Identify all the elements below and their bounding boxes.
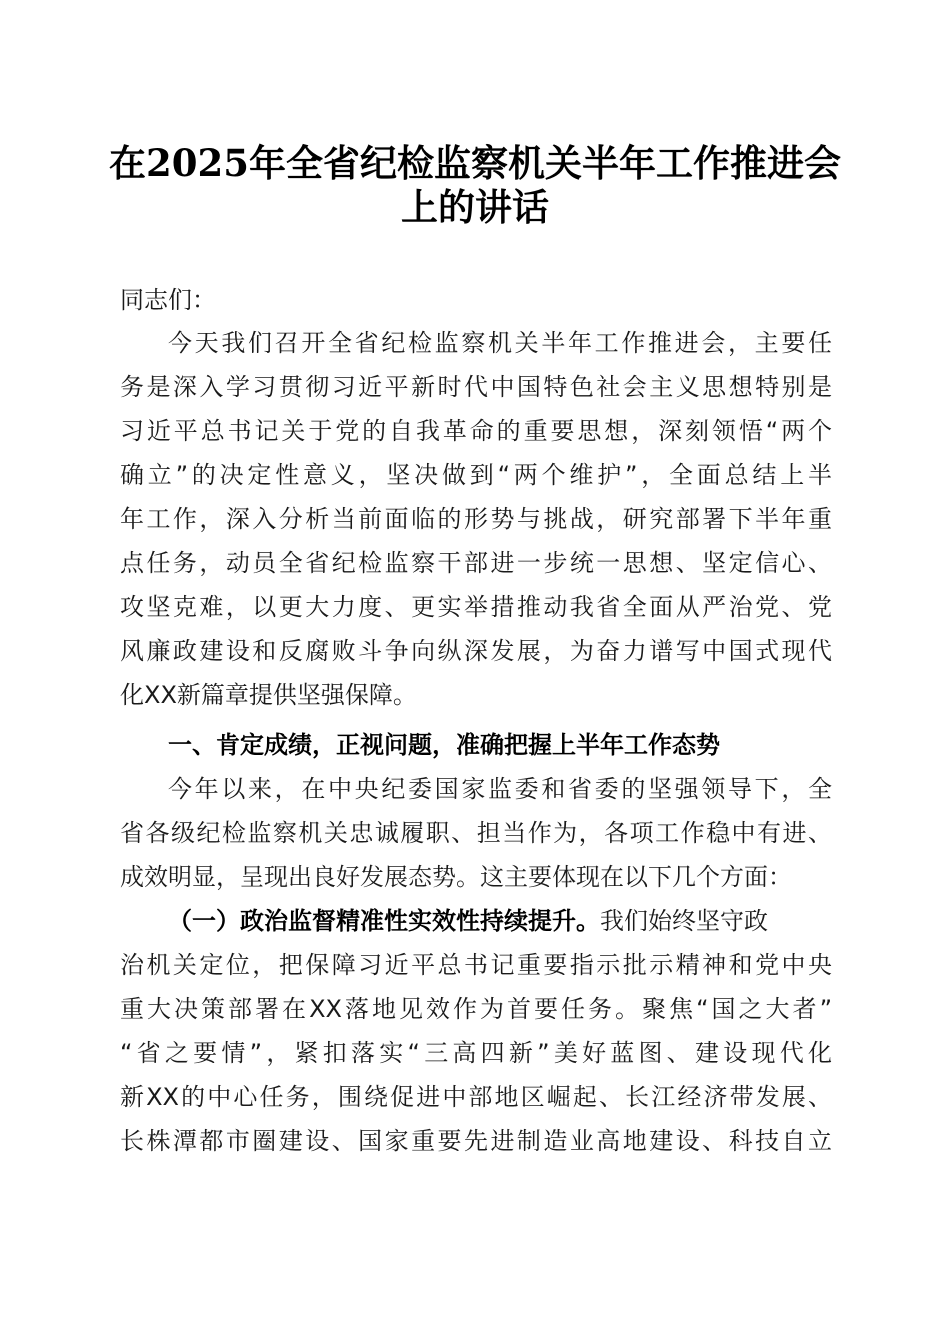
subsection-line: 新XX的中心任务，围绕促进中部地区崛起、长江经济带发展、 xyxy=(120,1083,832,1111)
section-line: 省各级纪检监察机关忠诚履职、担当作为，各项工作稳中有进、 xyxy=(120,819,832,847)
salutation: 同志们： xyxy=(120,286,216,314)
intro-line: 化XX新篇章提供坚强保障。 xyxy=(120,681,417,709)
subsection-line: 长株潭都市圈建设、国家重要先进制造业高地建设、科技自立 xyxy=(120,1127,832,1155)
intro-line: 习近平总书记关于党的自我革命的重要思想，深刻领悟“两个 xyxy=(120,417,832,445)
section-heading: 一、肯定成绩，正视问题，准确把握上半年工作态势 xyxy=(168,731,720,759)
document-title-line-2: 上的讲话 xyxy=(401,185,549,229)
subsection-line: 重大决策部署在XX落地见效作为首要任务。聚焦“国之大者” xyxy=(120,995,832,1023)
section-line: 成效明显，呈现出良好发展态势。这主要体现在以下几个方面： xyxy=(120,863,792,891)
intro-line: 确立”的决定性意义，坚决做到“两个维护”，全面总结上半 xyxy=(120,461,832,489)
document-title-line-1: 在2025年全省纪检监察机关半年工作推进会 xyxy=(109,141,841,185)
intro-line: 攻坚克难，以更大力度、更实举措推动我省全面从严治党、党 xyxy=(120,593,832,621)
intro-line: 今天我们召开全省纪检监察机关半年工作推进会，主要任 xyxy=(168,329,832,357)
subsection-line: “省之要情”，紧扣落实“三高四新”美好蓝图、建设现代化 xyxy=(120,1039,832,1067)
subsection-line: 治机关定位，把保障习近平总书记重要指示批示精神和党中央 xyxy=(120,951,832,979)
intro-line: 务是深入学习贯彻习近平新时代中国特色社会主义思想特别是 xyxy=(120,373,832,401)
section-line: 今年以来，在中央纪委国家监委和省委的坚强领导下，全 xyxy=(168,775,832,803)
subsection-first-line xyxy=(168,906,832,936)
intro-line: 风廉政建设和反腐败斗争向纵深发展，为奋力谱写中国式现代 xyxy=(120,637,832,665)
intro-line: 年工作，深入分析当前面临的形势与挑战，研究部署下半年重 xyxy=(120,505,832,533)
subsection-text: 我们始终坚守政 xyxy=(600,907,768,935)
subsection-heading: （一）政治监督精准性实效性持续提升。 xyxy=(168,907,600,935)
intro-line: 点任务，动员全省纪检监察干部进一步统一思想、坚定信心、 xyxy=(120,549,832,577)
